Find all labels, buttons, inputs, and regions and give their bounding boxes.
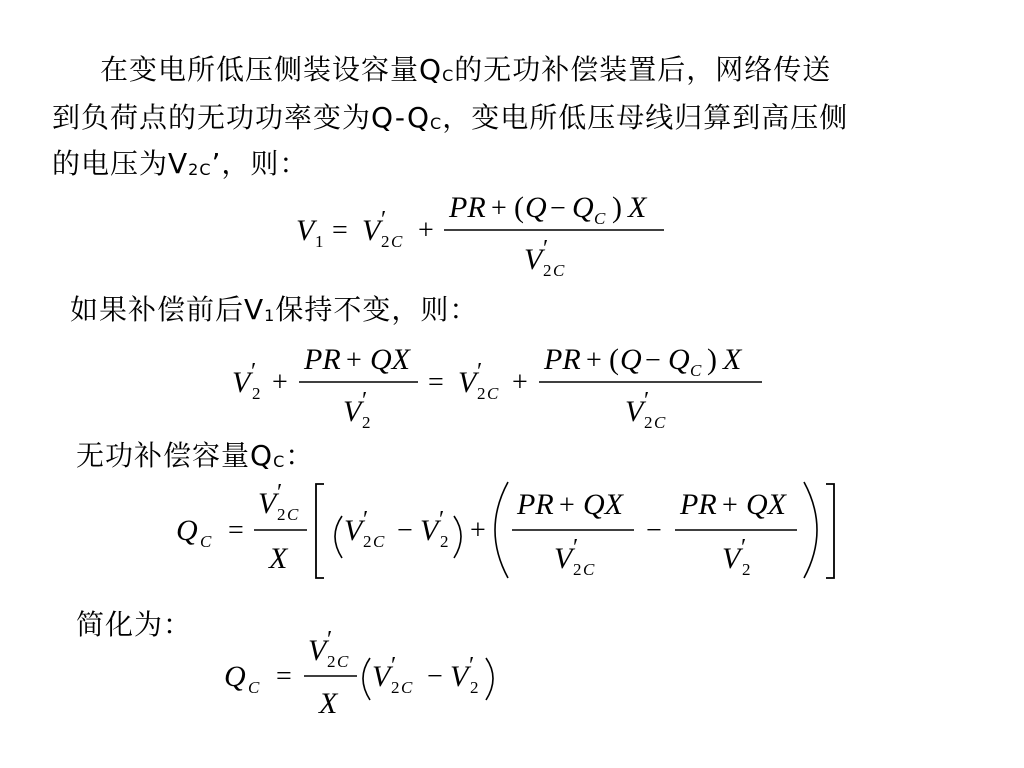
svg-text:′: ′ <box>363 507 369 533</box>
svg-text:2: 2 <box>543 261 552 280</box>
svg-text:C: C <box>553 261 565 280</box>
svg-text:C: C <box>654 413 666 432</box>
svg-text:C: C <box>337 652 349 671</box>
svg-text:′: ′ <box>327 627 333 653</box>
svg-text:(: ( <box>609 343 619 376</box>
svg-text:Q: Q <box>224 660 246 693</box>
formula-4-svg <box>220 628 520 723</box>
text-segment: 的无功补偿装置后，网络传送 <box>454 53 832 86</box>
svg-text:′: ′ <box>391 653 397 679</box>
svg-text:V: V <box>258 487 277 520</box>
svg-text:+: + <box>346 345 362 376</box>
text-segment: 无功补偿容量 <box>76 439 251 472</box>
svg-text:2: 2 <box>252 384 261 403</box>
svg-text:+: + <box>512 367 528 398</box>
svg-text:V: V <box>625 395 644 428</box>
svg-text:V: V <box>722 542 741 575</box>
heading-capacity <box>76 434 314 484</box>
symbol-q: Q-Q <box>371 101 431 134</box>
svg-text:′: ′ <box>439 507 445 533</box>
svg-text:+: + <box>418 215 434 246</box>
svg-text:+: + <box>272 367 288 398</box>
svg-text:+: + <box>470 515 486 546</box>
svg-text:C: C <box>594 209 606 228</box>
svg-text:2: 2 <box>391 678 400 697</box>
formula-4 <box>220 628 520 731</box>
formula-2 <box>228 335 773 443</box>
symbol-sub: C <box>273 452 286 471</box>
svg-text:PR: PR <box>544 343 581 376</box>
svg-text:2: 2 <box>363 532 372 551</box>
svg-text:′: ′ <box>573 535 579 561</box>
svg-text:(: ( <box>514 191 524 224</box>
svg-text:V: V <box>232 366 251 399</box>
paragraph-line-1 <box>100 48 831 98</box>
svg-text:QX: QX <box>583 488 623 521</box>
svg-text:C: C <box>248 678 260 697</box>
heading-simplify <box>76 603 192 647</box>
svg-text:2: 2 <box>644 413 653 432</box>
symbol-sub: 2C <box>188 160 212 179</box>
svg-text:QX: QX <box>370 343 410 376</box>
svg-text:C: C <box>487 384 499 403</box>
svg-text:+: + <box>722 490 738 521</box>
svg-text:=: = <box>228 515 244 546</box>
svg-text:PR: PR <box>449 191 486 224</box>
text-segment: 在变电所低压侧装设容量 <box>100 53 420 86</box>
svg-text:2: 2 <box>477 384 486 403</box>
svg-text:V: V <box>344 514 363 547</box>
svg-text:PR: PR <box>680 488 717 521</box>
paragraph-line-2 <box>52 96 848 146</box>
symbol-sub: C <box>430 114 443 133</box>
symbol-v: V <box>244 293 265 326</box>
svg-text:C: C <box>200 532 212 551</box>
svg-text:−: − <box>550 193 566 224</box>
svg-text:=: = <box>332 215 348 246</box>
svg-text:C: C <box>583 560 595 579</box>
svg-text:C: C <box>391 232 403 251</box>
svg-text:V: V <box>362 214 381 247</box>
svg-text:2: 2 <box>277 505 286 524</box>
svg-text:2: 2 <box>362 413 371 432</box>
svg-text:X: X <box>723 343 742 376</box>
svg-text:): ) <box>707 343 717 376</box>
svg-text:−: − <box>397 515 413 546</box>
svg-text:′: ′ <box>251 359 257 385</box>
svg-text:V: V <box>343 395 362 428</box>
svg-text:−: − <box>427 661 443 692</box>
svg-text:2: 2 <box>327 652 336 671</box>
svg-text:2: 2 <box>470 678 479 697</box>
formula-1 <box>292 185 672 288</box>
symbol-q: Q <box>419 53 443 86</box>
svg-text:V: V <box>420 514 439 547</box>
svg-text:+: + <box>559 490 575 521</box>
svg-text:=: = <box>428 367 444 398</box>
text-segment: ，变电所低压母线归算到高压侧 <box>442 101 849 134</box>
svg-text:′: ′ <box>469 653 475 679</box>
symbol-sub: C <box>442 66 455 85</box>
svg-text:V: V <box>296 214 315 247</box>
text-segment: 保持不变，则： <box>275 293 479 326</box>
text-segment: ： <box>285 439 315 472</box>
paragraph-line-3 <box>52 142 308 192</box>
formula-2-svg <box>228 335 773 435</box>
svg-text:Q: Q <box>176 514 198 547</box>
svg-text:′: ′ <box>644 388 650 414</box>
svg-text:2: 2 <box>440 532 449 551</box>
svg-text:−: − <box>646 515 662 546</box>
text-segment: ’，则： <box>211 147 309 180</box>
svg-text:Q: Q <box>668 343 690 376</box>
svg-text:Q: Q <box>572 191 594 224</box>
text-segment: 的电压为 <box>52 147 169 180</box>
text-segment: 简化为： <box>76 608 193 641</box>
svg-text:+: + <box>491 193 507 224</box>
svg-text:′: ′ <box>543 236 549 262</box>
formula-1-svg <box>292 185 672 280</box>
svg-text:Q: Q <box>525 191 547 224</box>
svg-text:2: 2 <box>573 560 582 579</box>
svg-text:′: ′ <box>741 535 747 561</box>
svg-text:V: V <box>372 660 391 693</box>
svg-text:C: C <box>373 532 385 551</box>
svg-text:): ) <box>612 191 622 224</box>
svg-text:V: V <box>450 660 469 693</box>
svg-text:1: 1 <box>315 232 324 251</box>
svg-text:C: C <box>690 361 702 380</box>
svg-text:′: ′ <box>277 480 283 506</box>
svg-text:=: = <box>276 661 292 692</box>
svg-text:2: 2 <box>742 560 751 579</box>
symbol-q: Q <box>250 439 274 472</box>
svg-text:V: V <box>308 634 327 667</box>
svg-text:V: V <box>524 243 543 276</box>
svg-text:PR: PR <box>304 343 341 376</box>
formula-3 <box>172 478 852 596</box>
svg-text:2: 2 <box>381 232 390 251</box>
svg-text:−: − <box>645 345 661 376</box>
svg-text:C: C <box>401 678 413 697</box>
formula-3-svg <box>172 478 852 588</box>
svg-text:′: ′ <box>381 207 387 233</box>
svg-text:′: ′ <box>477 359 483 385</box>
text-segment: 如果补偿前后 <box>70 293 245 326</box>
svg-text:V: V <box>554 542 573 575</box>
svg-text:X: X <box>319 687 338 720</box>
svg-text:′: ′ <box>362 388 368 414</box>
symbol-v: V <box>168 147 189 180</box>
svg-text:X: X <box>628 191 647 224</box>
svg-text:PR: PR <box>517 488 554 521</box>
heading-keep-v1 <box>70 288 478 338</box>
svg-text:Q: Q <box>620 343 642 376</box>
symbol-sub: 1 <box>264 306 276 325</box>
svg-text:X: X <box>269 542 288 575</box>
svg-text:C: C <box>287 505 299 524</box>
svg-text:V: V <box>458 366 477 399</box>
svg-text:+: + <box>586 345 602 376</box>
text-segment: 到负荷点的无功功率变为 <box>52 101 372 134</box>
svg-text:QX: QX <box>746 488 786 521</box>
